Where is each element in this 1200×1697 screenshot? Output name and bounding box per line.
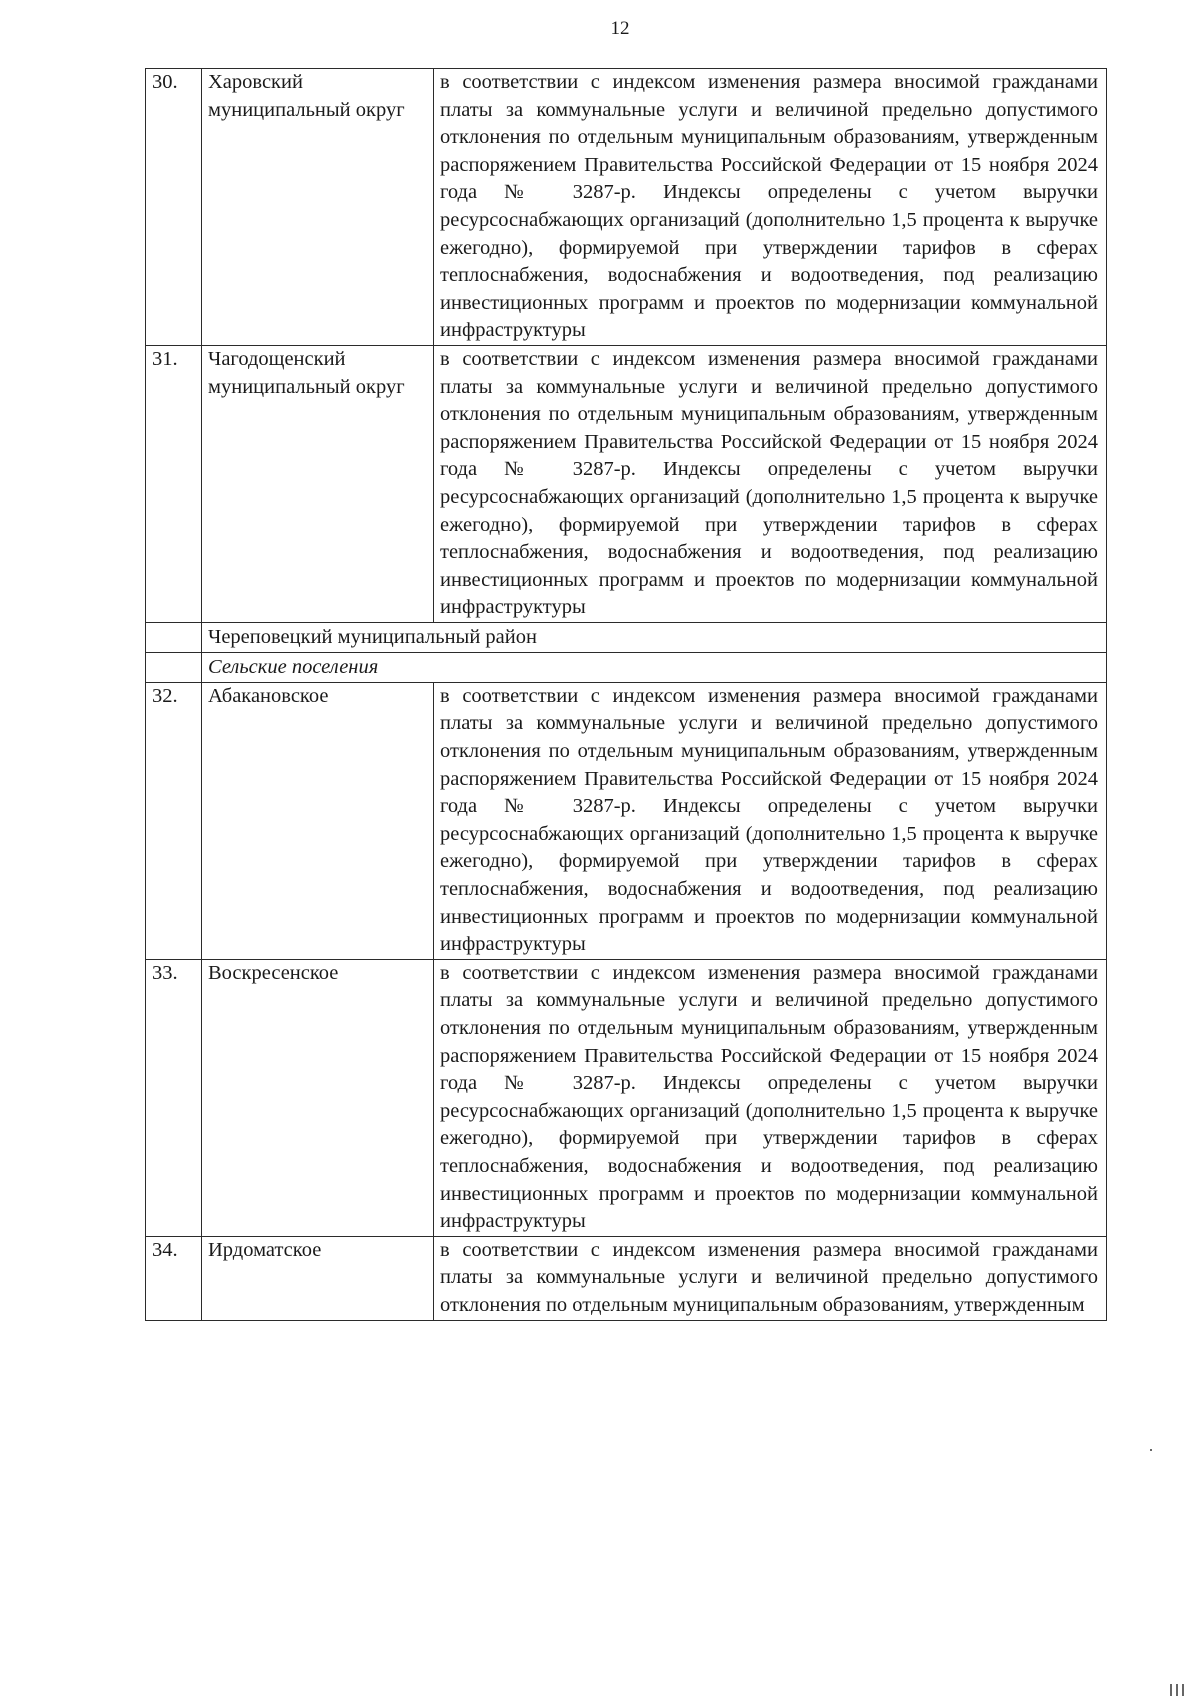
table-row [146, 69, 1107, 346]
empty-number-cell [146, 652, 202, 682]
settlements-subheader: Сельские поселения [202, 652, 1107, 682]
municipality-name: Воскресенское [202, 959, 434, 1236]
municipality-name: Абакановское [202, 682, 434, 959]
tariff-description: в соответствии с индексом изменения размера вносимой гражданами платы за коммунальные услуги и величиной предельно допустимого отклонения по отдельным муниципальным образованиям, утвержденным распоряжением Правительства Российской Федерации от 15 ноября 2024 года № 3287-р. Индексы определены с учетом выручки ресурсоснабжающих организаций (дополнительно 1,5 процента к выручке ежегодно), формируемой при утверждении тарифов в сферах теплоснабжения, водоснабжения и водоотведения, под реализацию инвестиционных программ и проектов по модернизации коммунальной инфраструктуры [434, 959, 1107, 1236]
scan-artifact [1176, 1684, 1178, 1696]
table-row [146, 959, 1107, 1236]
tariff-description: в соответствии с индексом изменения размера вносимой гражданами платы за коммунальные услуги и величиной предельно допустимого отклонения по отдельным муниципальным образованиям, утвержденным распоряжением Правительства Российской Федерации от 15 ноября 2024 года № 3287-р. Индексы определены с учетом выручки ресурсоснабжающих организаций (дополнительно 1,5 процента к выручке ежегодно), формируемой при утверждении тарифов в сферах теплоснабжения, водоснабжения и водоотведения, под реализацию инвестиционных программ и проектов по модернизации коммунальной инфраструктуры [434, 682, 1107, 959]
row-number: 31. [146, 345, 202, 622]
empty-number-cell [146, 622, 202, 652]
table-row [146, 682, 1107, 959]
tariff-description: в соответствии с индексом изменения размера вносимой гражданами платы за коммунальные услуги и величиной предельно допустимого отклонения по отдельным муниципальным образованиям, утвержденным [434, 1236, 1107, 1320]
municipality-name: Ирдоматское [202, 1236, 434, 1320]
table-row [146, 345, 1107, 622]
municipality-name: Харовский муниципальный округ [202, 69, 434, 346]
row-number: 30. [146, 69, 202, 346]
table-row [146, 1236, 1107, 1320]
scan-artifact [1150, 1449, 1152, 1451]
scan-artifact [1182, 1684, 1184, 1696]
tariff-description: в соответствии с индексом изменения размера вносимой гражданами платы за коммунальные услуги и величиной предельно допустимого отклонения по отдельным муниципальным образованиям, утвержденным распоряжением Правительства Российской Федерации от 15 ноября 2024 года № 3287-р. Индексы определены с учетом выручки ресурсоснабжающих организаций (дополнительно 1,5 процента к выручке ежегодно), формируемой при утверждении тарифов в сферах теплоснабжения, водоснабжения и водоотведения, под реализацию инвестиционных программ и проектов по модернизации коммунальной инфраструктуры [434, 69, 1107, 346]
row-number: 33. [146, 959, 202, 1236]
district-header-row [146, 622, 1107, 652]
district-header: Череповецкий муниципальный район [202, 622, 1107, 652]
page-number: 12 [610, 18, 630, 39]
row-number: 32. [146, 682, 202, 959]
scan-artifact [1170, 1684, 1172, 1696]
settlements-subheader-row [146, 652, 1107, 682]
tariff-description: в соответствии с индексом изменения размера вносимой гражданами платы за коммунальные услуги и величиной предельно допустимого отклонения по отдельным муниципальным образованиям, утвержденным распоряжением Правительства Российской Федерации от 15 ноября 2024 года № 3287-р. Индексы определены с учетом выручки ресурсоснабжающих организаций (дополнительно 1,5 процента к выручке ежегодно), формируемой при утверждении тарифов в сферах теплоснабжения, водоснабжения и водоотведения, под реализацию инвестиционных программ и проектов по модернизации коммунальной инфраструктуры [434, 345, 1107, 622]
municipality-name: Чагодощенский муниципальный округ [202, 345, 434, 622]
tariff-index-table [145, 68, 1107, 1321]
row-number: 34. [146, 1236, 202, 1320]
